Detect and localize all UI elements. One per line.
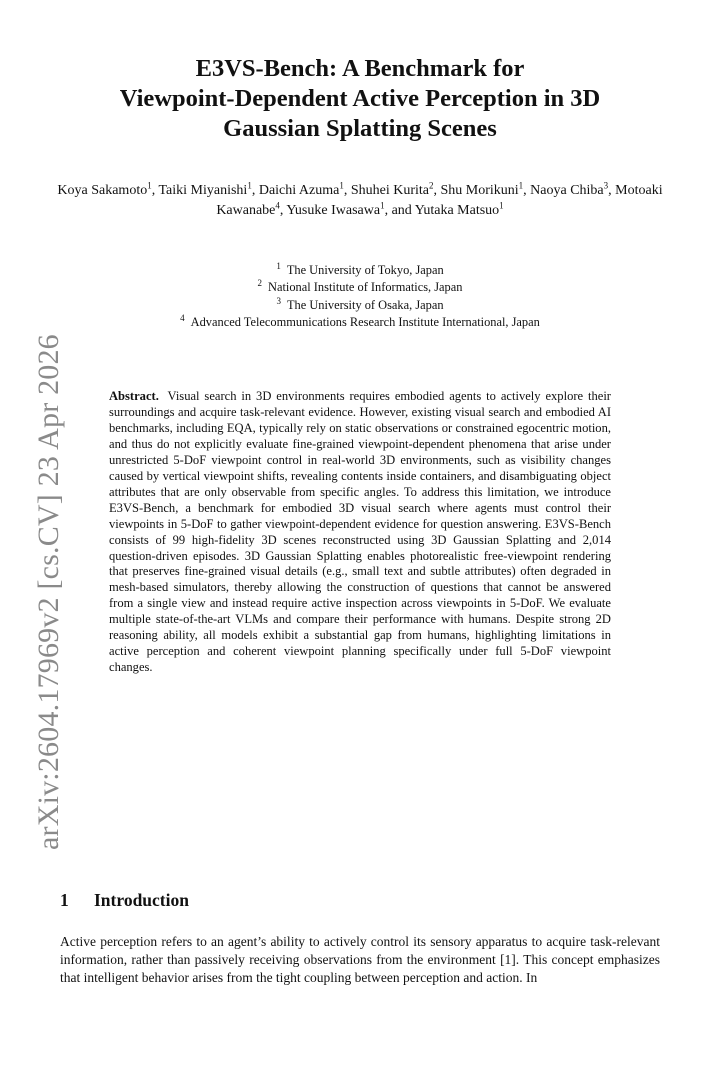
author [57,180,159,198]
author-affiliation-mark: 1 [380,200,385,211]
author [350,180,441,198]
section-heading [60,890,189,911]
intro-paragraph: Active perception refers to an agent’s ability to actively control its sensory apparatus to acquire task-relevant information, rather than passively receiving observations from the environment [1]. This concept emphasizes that intelligent behavior arises from the tight coupling between perception and action. In [60,934,660,986]
author-name: Taiki Miyanishi [158,183,248,198]
affiliation-number: 3 [276,295,281,306]
author [158,180,259,198]
author-separator: , [151,183,159,198]
author-affiliation-mark: 1 [247,180,252,191]
author-separator: , [608,183,616,198]
author-list [55,181,665,221]
author-name: Koya Sakamoto [57,183,148,198]
author [440,180,531,198]
author-affiliation-mark: 3 [603,180,609,191]
affiliation-name: The University of Osaka, Japan [286,297,444,312]
author-affiliation-mark: 1 [147,180,152,191]
arxiv-identifier: arXiv:2604.17969v2 [cs.CV] 23 Apr 2026 [32,334,65,850]
author-affiliation-mark: 4 [275,200,280,211]
affiliation-number: 2 [257,278,263,289]
affiliation-name: National Institute of Informatics, Japan [268,280,463,295]
paper-title [60,54,660,144]
author-affiliation-mark: 2 [428,180,434,191]
affiliation-number: 4 [180,312,185,323]
author [258,180,351,198]
author-name: Shuhei Kurita [350,183,429,198]
author-name: Motoaki Kawanabe [216,183,663,218]
author-separator: , [343,183,351,198]
affiliation [60,279,660,296]
author-separator: , [523,183,531,198]
author-separator: , and [384,203,415,218]
abstract-text: Visual search in 3D environments requires embodied agents to actively explore their surroundings and acquire task-relevant evidence. However, existing visual search and embodied AI benchmarks, including EQA, typically rely on static observations or constrained egocentric motion, and thus do not explicitly evaluate fine-grained viewpoint-dependent phenomena that arise under unrestricted 5-DoF viewpoint control in real-world 3D environments, such as visibility changes caused by vertical viewpoint shifts, revealing contents inside containers, and disambiguating object attributes that are only observable from specific angles. To address this limitation, we introduce E3VS-Bench, a benchmark for embodied 3D visual search where agents must control their viewpoints in 5-DoF to gather viewpoint-dependent evidence for question answering. E3VS-Bench consists of 99 high-fidelity 3D scenes reconstructed using 3D Gaussian Splatting and 2,014 question-driven episodes. 3D Gaussian Splatting enables photorealistic free-viewpoint rendering that preserves fine-grained visual details (e.g., small text and subtle attributes) often degraded in mesh-based simulators, thereby allowing the construction of questions that cannot be answered from a single view and instead require active inspection across viewpoints in 5-DoF. We evaluate multiple state-of-the-art VLMs and compare their performance with humans. Despite strong 2D reasoning ability, all models exhibit a substantial gap from humans, highlighting limitations in active perception and coherent viewpoint planning specifically under full 5-DoF viewpoint changes. [109,389,611,675]
affiliation [60,314,660,331]
section-title: Introduction [94,890,189,910]
author-separator: , [433,183,441,198]
author-name: Shu Morikuni [440,183,519,198]
title-line: E3VS-Bench: A Benchmark for [195,55,525,82]
affiliation [60,297,660,314]
affiliation [60,262,660,279]
abstract [109,389,611,676]
author-name: Yusuke Iwasawa [286,203,381,218]
author-affiliation-mark: 1 [339,180,344,191]
author [530,180,616,198]
author [414,200,504,218]
author-name: Daichi Azuma [258,183,340,198]
affiliation-name: The University of Tokyo, Japan [286,263,444,277]
affiliation-name: Advanced Telecommunications Research Institute International, Japan [190,314,540,329]
author-affiliation-mark: 1 [518,180,524,191]
title-line: Gaussian Splatting Scenes [223,115,497,142]
abstract-label: Abstract. [109,389,159,403]
author [286,200,415,218]
title-line: Viewpoint-Dependent Active Perception in 3D [119,85,601,112]
section-number: 1 [60,890,69,910]
author-affiliation-mark: 1 [499,200,504,211]
author-separator: , [279,203,287,218]
affiliation-number: 1 [276,260,281,271]
author-name: Naoya Chiba [530,183,604,198]
author-separator: , [251,183,259,198]
affiliation-list [60,262,660,331]
author-name: Yutaka Matsuo [414,203,500,218]
